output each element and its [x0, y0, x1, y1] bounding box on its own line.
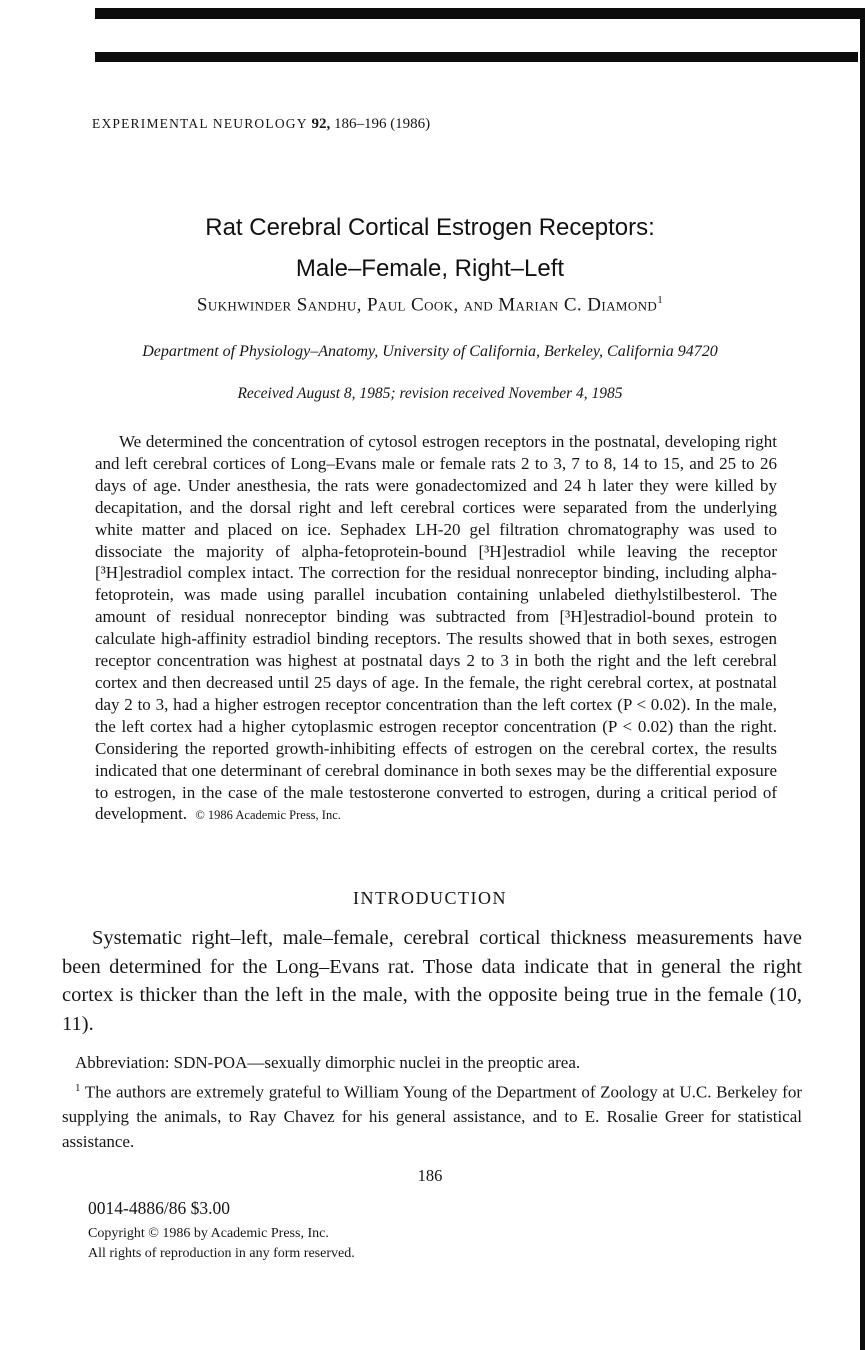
- author-names: Sukhwinder Sandhu, Paul Cook, and Marian C. Diamond: [196, 294, 658, 316]
- journal-pages: 186–196 (1986): [333, 116, 431, 132]
- footnote-acknowledgment: [62, 1076, 802, 1155]
- journal-volume: 92,: [311, 116, 331, 132]
- footnote-mark: 1: [75, 1081, 81, 1094]
- journal-name: EXPERIMENTAL NEUROLOGY: [92, 116, 308, 131]
- running-head: [92, 116, 430, 133]
- issn-price-line: 0014-4886/86 $3.00: [88, 1198, 230, 1218]
- introduction-paragraph: Systematic right–left, male–female, cerebral cortical thickness measurements have been determined for the Long–Evans rat. Those data indicate that in general the right cortex is thicker than the left in the male, with the opposite being true in the female (10, 11).: [62, 927, 802, 1035]
- copyright-line2: All rights of reproduction in any form reserved.: [88, 1246, 355, 1261]
- received-dates: Received August 8, 1985; revision received November 4, 1985: [237, 385, 623, 402]
- section-heading-introduction: INTRODUCTION: [353, 888, 507, 908]
- author-footnote-mark: 1: [657, 294, 664, 306]
- footnote-acknowledgment-text: The authors are extremely grateful to William Young of the Department of Zoology at U.C. Berkeley for supplying the animals, to Ray Chavez for his general assistance, and to E. Rosalie Greer for statistical assistance.: [62, 1082, 802, 1152]
- scan-artifact-top-bar-2: [95, 52, 858, 62]
- authors-line: [0, 294, 860, 316]
- article-title-line1: Rat Cerebral Cortical Estrogen Receptors:: [205, 214, 655, 241]
- scan-artifact-right-edge-line: [860, 8, 865, 1350]
- copyright-line1: Copyright © 1986 by Academic Press, Inc.: [88, 1226, 329, 1241]
- article-title: [0, 207, 860, 289]
- affiliation: Department of Physiology–Anatomy, University of California, Berkeley, California 94720: [142, 343, 718, 360]
- abstract-text: We determined the concentration of cytosol estrogen receptors in the postnatal, developing right and left cerebral cortices of Long–Evans male or female rats 2 to 3, 7 to 8, 14 to 15, and 25 to 26 days of age. Under anesthesia, the rats were gonadectomized and 24 h later they were killed by decapitation, and the dorsal right and left cerebral cortices were separated from the underlying white matter and placed on ice. Sephadex LH-20 gel filtration chromatography was used to dissociate the majority of alpha-fetoprotein-bound [³H]estradiol while leaving the receptor [³H]estradiol complex intact. The correction for the residual nonreceptor binding, including alpha-fetoprotein, was made using parallel incubation containing unlabeled diethylstilbesterol. The amount of residual nonreceptor binding was subtracted from [³H]estradiol-bound protein to calculate high-affinity estradiol binding receptors. The results showed that in both sexes, estrogen receptor concentration was highest at postnatal days 2 to 3 in both the right and the left cerebral cortex and then decreased until 25 days of age. In the female, the right cerebral cortex, at postnatal day 2 to 3, had a higher estrogen receptor concentration than the left cortex (P < 0.02). In the male, the left cortex had a higher cytoplasmic estrogen receptor concentration (P < 0.02) than the right. Considering the reported growth-inhibiting effects of estrogen on the cerebral cortex, the results indicated that one determinant of cerebral dominance in both sexes may be the differential exposure to estrogen, in the case of the male testosterone converted to estrogen, during a critical period of development.: [95, 432, 777, 824]
- abstract: [95, 431, 777, 827]
- footnotes: [62, 1051, 802, 1155]
- scan-artifact-top-bar-1: [95, 8, 865, 19]
- page-number: 186: [417, 1166, 443, 1185]
- abstract-copyright: © 1986 Academic Press, Inc.: [195, 808, 341, 823]
- footnote-abbreviation: Abbreviation: SDN-POA—sexually dimorphic nuclei in the preoptic area.: [75, 1053, 581, 1072]
- article-title-line2: Male–Female, Right–Left: [295, 255, 565, 282]
